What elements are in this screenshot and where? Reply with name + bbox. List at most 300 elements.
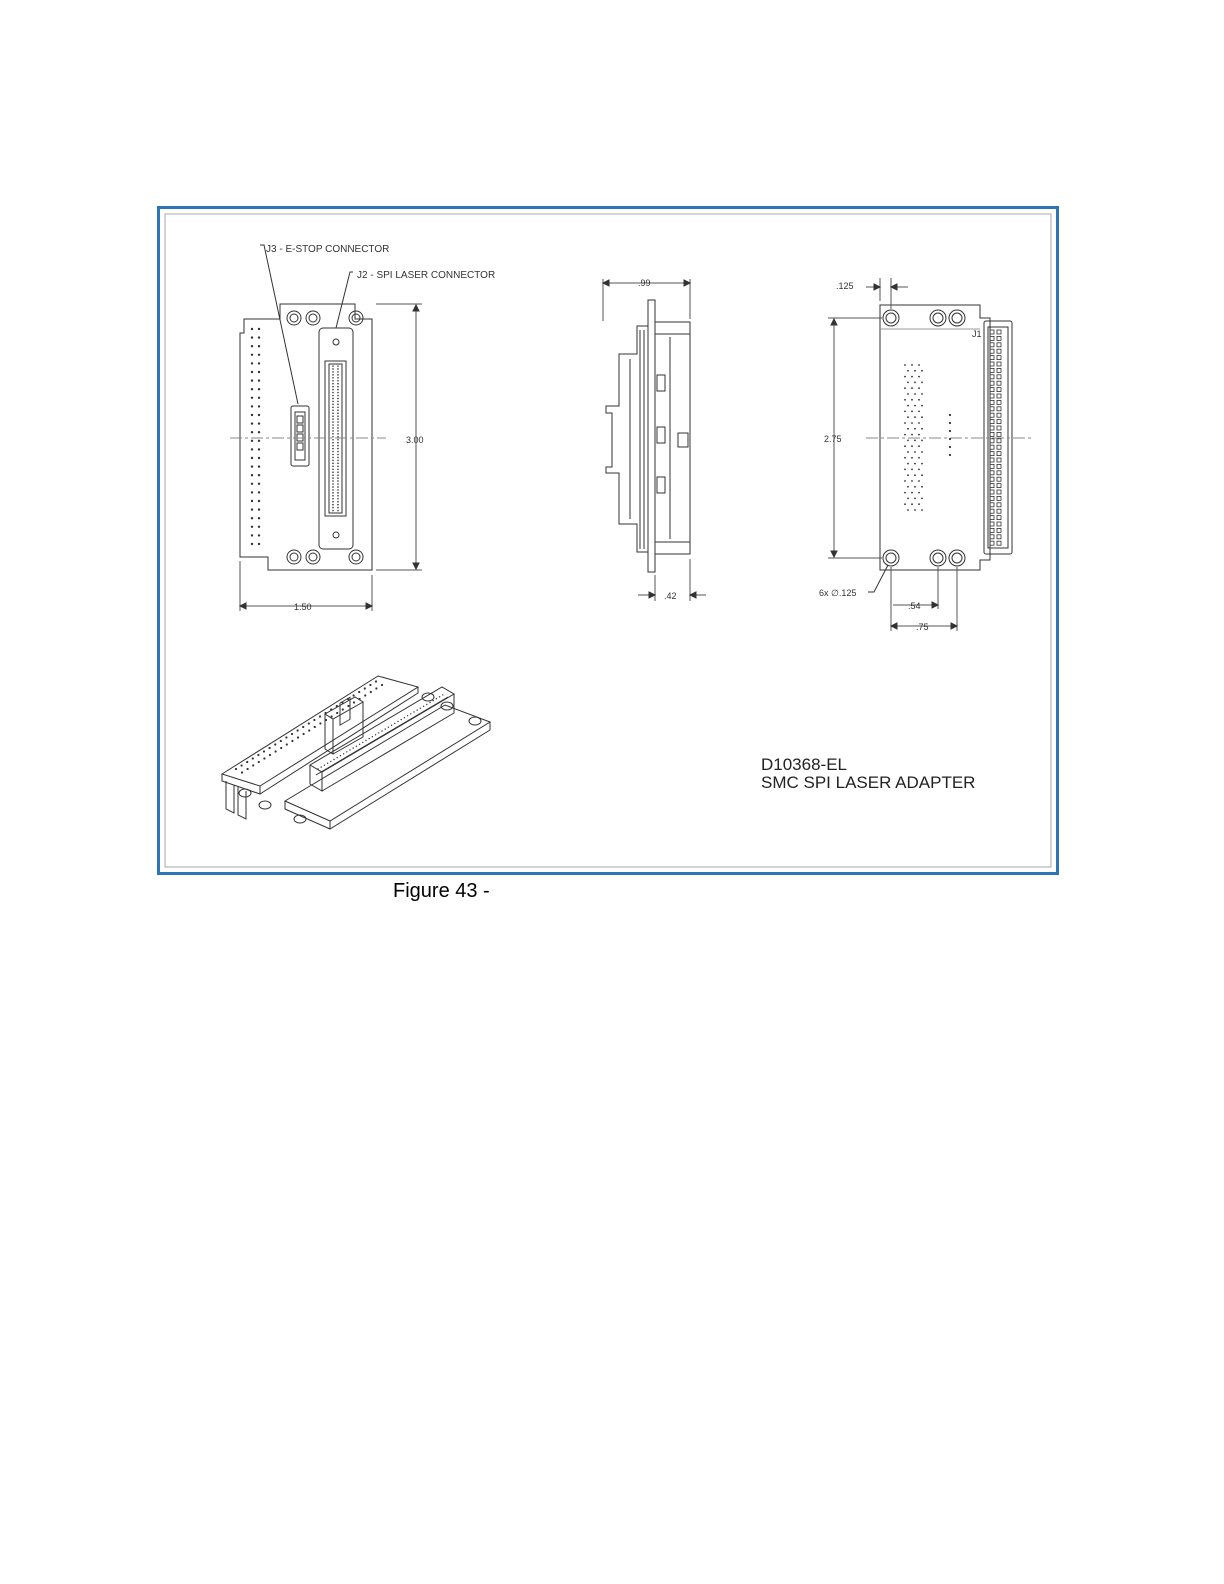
pin [997, 541, 1001, 545]
pin [251, 422, 253, 424]
pin [990, 426, 994, 430]
pin [332, 501, 334, 503]
pin [997, 336, 1001, 340]
dim-height-front: 3.00 [406, 435, 424, 445]
pin [342, 708, 344, 710]
pin [990, 381, 994, 385]
j2-callout-label: J2 - SPI LASER CONNECTOR [357, 270, 496, 281]
pin [251, 379, 253, 381]
pin [332, 409, 334, 411]
pin [258, 440, 260, 442]
pin [251, 543, 253, 545]
pin [258, 517, 260, 519]
pin [921, 416, 923, 418]
pin [349, 749, 350, 750]
pin [337, 386, 339, 388]
pin [346, 751, 347, 752]
pin [997, 394, 1001, 398]
j2-leader [336, 272, 353, 328]
pin [251, 336, 253, 338]
pin [401, 719, 402, 720]
pin [297, 729, 299, 731]
pin [337, 489, 339, 491]
pin [314, 726, 316, 728]
pin [332, 401, 334, 403]
pin [258, 543, 260, 545]
pin [911, 445, 913, 447]
pin [332, 498, 334, 500]
pin [303, 733, 305, 735]
pin [990, 407, 994, 411]
pin [904, 411, 906, 413]
pin [332, 448, 334, 450]
pin [375, 734, 376, 735]
pin [337, 389, 339, 391]
pin [914, 416, 916, 418]
pin [258, 465, 260, 467]
pin [911, 411, 913, 413]
pin [337, 418, 339, 420]
pin [429, 702, 430, 703]
pin [997, 368, 1001, 372]
pin [914, 382, 916, 384]
pin [291, 733, 293, 735]
pin [381, 684, 383, 686]
pin [337, 436, 339, 438]
pin [904, 492, 906, 494]
pin [921, 474, 923, 476]
pin [918, 503, 920, 505]
pin [251, 414, 253, 416]
pin [914, 451, 916, 453]
pin [258, 508, 260, 510]
pin [907, 405, 909, 407]
pin [997, 528, 1001, 532]
pin [332, 510, 334, 512]
pin [394, 723, 395, 724]
pin [413, 711, 414, 712]
pin [364, 694, 366, 696]
pin [319, 715, 321, 717]
pin [332, 477, 334, 479]
pin [332, 504, 334, 506]
pin [372, 736, 373, 737]
pin [251, 440, 253, 442]
pin [347, 698, 349, 700]
pin [997, 388, 1001, 392]
pin [275, 750, 277, 752]
pin [332, 445, 334, 447]
pin [332, 483, 334, 485]
pin [332, 463, 334, 465]
pin [251, 362, 253, 364]
pin [990, 400, 994, 404]
figure-caption: Figure 43 - [393, 880, 490, 902]
pin [337, 477, 339, 479]
pin [325, 712, 327, 714]
pin [251, 491, 253, 493]
pin [997, 400, 1001, 404]
pin [353, 694, 355, 696]
pin [907, 451, 909, 453]
pin [327, 763, 328, 764]
pin [949, 446, 951, 448]
pin [258, 500, 260, 502]
pin [911, 399, 913, 401]
pin [251, 431, 253, 433]
pin [990, 336, 994, 340]
pin [990, 452, 994, 456]
pin [332, 418, 334, 420]
pin [997, 413, 1001, 417]
pin [258, 761, 260, 763]
pin [341, 701, 343, 703]
pin [990, 394, 994, 398]
pin [313, 719, 315, 721]
pin [904, 503, 906, 505]
pin [410, 713, 411, 714]
pin [337, 430, 339, 432]
pin [378, 732, 379, 733]
pin [337, 404, 339, 406]
pin [997, 439, 1001, 443]
pin [907, 474, 909, 476]
pin [907, 440, 909, 442]
pin [263, 757, 265, 759]
pin [332, 415, 334, 417]
pin [258, 491, 260, 493]
pin [324, 765, 325, 766]
pin [337, 412, 339, 414]
pin [337, 448, 339, 450]
pin [337, 486, 339, 488]
front-view [230, 245, 422, 611]
pin [332, 433, 334, 435]
pin [337, 457, 339, 459]
pin [904, 387, 906, 389]
pin [918, 457, 920, 459]
pin [241, 771, 243, 773]
pin [332, 474, 334, 476]
pin [337, 471, 339, 473]
pin [921, 428, 923, 430]
front-pin-rows [251, 328, 260, 545]
pin [997, 420, 1001, 424]
pin [918, 387, 920, 389]
pin [904, 445, 906, 447]
pin [911, 457, 913, 459]
pin [332, 471, 334, 473]
pin [997, 522, 1001, 526]
pin [921, 486, 923, 488]
pin [997, 349, 1001, 353]
pin [337, 498, 339, 500]
pin [251, 483, 253, 485]
pin [949, 438, 951, 440]
pin [990, 516, 994, 520]
pin [997, 432, 1001, 436]
pin [358, 691, 360, 693]
pin [904, 480, 906, 482]
pin [337, 454, 339, 456]
pin [921, 509, 923, 511]
pin [918, 480, 920, 482]
pin [907, 428, 909, 430]
pin [235, 768, 237, 770]
pin [302, 726, 304, 728]
pin [921, 393, 923, 395]
pin [332, 492, 334, 494]
pin [258, 534, 260, 536]
pin [343, 753, 344, 754]
pin [247, 768, 249, 770]
pin [263, 750, 265, 752]
pin [921, 440, 923, 442]
pin [990, 356, 994, 360]
pin [258, 362, 260, 364]
pin [252, 757, 254, 759]
pin [332, 480, 334, 482]
pin [332, 398, 334, 400]
pin [321, 766, 322, 767]
pin [286, 743, 288, 745]
pin [918, 434, 920, 436]
dim-width-front: 1.50 [294, 602, 312, 612]
pin [990, 388, 994, 392]
pin [359, 698, 361, 700]
pin [949, 430, 951, 432]
pin [997, 381, 1001, 385]
pin [990, 413, 994, 417]
pin [251, 526, 253, 528]
pin [337, 371, 339, 373]
pin [246, 761, 248, 763]
pin [337, 466, 339, 468]
figure-frame [157, 206, 1059, 875]
pin [907, 463, 909, 465]
pin [997, 535, 1001, 539]
pin [997, 407, 1001, 411]
pin [332, 383, 334, 385]
pin [337, 407, 339, 409]
pin [337, 368, 339, 370]
pin [904, 469, 906, 471]
pin [251, 517, 253, 519]
pin [990, 477, 994, 481]
pin [990, 535, 994, 539]
pin [251, 345, 253, 347]
pin [251, 448, 253, 450]
pin [385, 728, 386, 729]
board-outline [240, 304, 372, 570]
pin [251, 354, 253, 356]
pin [258, 336, 260, 338]
pin [258, 388, 260, 390]
pin [332, 392, 334, 394]
pin [285, 736, 287, 738]
pin [337, 374, 339, 376]
pin [907, 498, 909, 500]
pin [258, 414, 260, 416]
pin [337, 427, 339, 429]
pin [949, 422, 951, 424]
pin [251, 508, 253, 510]
pin [297, 736, 299, 738]
pin [332, 439, 334, 441]
pin [990, 464, 994, 468]
pin [997, 496, 1001, 500]
pin [337, 421, 339, 423]
pin [332, 412, 334, 414]
pin [914, 370, 916, 372]
pin [918, 411, 920, 413]
pin [907, 509, 909, 511]
pin [918, 422, 920, 424]
pin [332, 427, 334, 429]
pin [362, 742, 363, 743]
pin [336, 712, 338, 714]
j3-connector [291, 406, 309, 466]
pin [251, 457, 253, 459]
pin [337, 398, 339, 400]
pin [332, 436, 334, 438]
pin [439, 696, 440, 697]
side-view [603, 279, 706, 601]
pin [990, 362, 994, 366]
pin [921, 463, 923, 465]
pin [990, 432, 994, 436]
pin [904, 434, 906, 436]
pin [997, 477, 1001, 481]
pin [914, 428, 916, 430]
pin [251, 465, 253, 467]
pin [332, 457, 334, 459]
pin [364, 687, 366, 689]
pin [332, 368, 334, 370]
pin [914, 498, 916, 500]
pin [990, 496, 994, 500]
pin [319, 722, 321, 724]
pin [337, 480, 339, 482]
pin [369, 738, 370, 739]
pin [423, 706, 424, 707]
pin [997, 484, 1001, 488]
dim-edge-offset: .125 [836, 281, 854, 291]
pin [997, 362, 1001, 366]
part-name: SMC SPI LASER ADAPTER [761, 773, 976, 792]
pin [375, 687, 377, 689]
pin [921, 451, 923, 453]
pin [325, 719, 327, 721]
technical-drawing [160, 209, 1056, 872]
pin [997, 516, 1001, 520]
pin [997, 458, 1001, 462]
pin [918, 492, 920, 494]
pin [337, 415, 339, 417]
pin [337, 507, 339, 509]
pin [990, 484, 994, 488]
pin [332, 424, 334, 426]
pin [332, 389, 334, 391]
pin [280, 740, 282, 742]
pin [442, 694, 443, 695]
pin [337, 442, 339, 444]
pin [332, 495, 334, 497]
pin [251, 388, 253, 390]
pin [332, 386, 334, 388]
pin [990, 343, 994, 347]
pin [257, 754, 259, 756]
pin [332, 507, 334, 509]
pin [258, 345, 260, 347]
pin [911, 364, 913, 366]
pin [990, 420, 994, 424]
pin [308, 722, 310, 724]
pin [365, 740, 366, 741]
pin [907, 370, 909, 372]
pin [280, 747, 282, 749]
pin [251, 328, 253, 330]
pin [353, 701, 355, 703]
pin [997, 445, 1001, 449]
pin [426, 704, 427, 705]
pin [407, 715, 408, 716]
pin [356, 746, 357, 747]
pin [911, 480, 913, 482]
pin [990, 439, 994, 443]
pin [258, 422, 260, 424]
pin [997, 452, 1001, 456]
pin [990, 445, 994, 449]
pin [388, 727, 389, 728]
pin [404, 717, 405, 718]
pin [337, 460, 339, 462]
pin [251, 500, 253, 502]
pin [332, 421, 334, 423]
pin [353, 747, 354, 748]
pin [251, 371, 253, 373]
pin [990, 471, 994, 475]
back-view [828, 278, 1032, 631]
pin [258, 483, 260, 485]
pin [997, 509, 1001, 513]
pin [337, 377, 339, 379]
pin [904, 399, 906, 401]
dim-depth-board: .42 [664, 591, 677, 601]
pin [337, 424, 339, 426]
pin [337, 365, 339, 367]
pin [337, 757, 338, 758]
pin [332, 466, 334, 468]
pin [332, 486, 334, 488]
pin [251, 405, 253, 407]
pin [332, 460, 334, 462]
pin [337, 380, 339, 382]
pin [317, 768, 318, 769]
pin [997, 375, 1001, 379]
pin [274, 743, 276, 745]
pin [904, 422, 906, 424]
pin [337, 392, 339, 394]
pin [990, 528, 994, 532]
pin [911, 469, 913, 471]
pin [918, 399, 920, 401]
pin [914, 463, 916, 465]
pin [337, 504, 339, 506]
pin [337, 495, 339, 497]
pin [258, 379, 260, 381]
pin [347, 705, 349, 707]
